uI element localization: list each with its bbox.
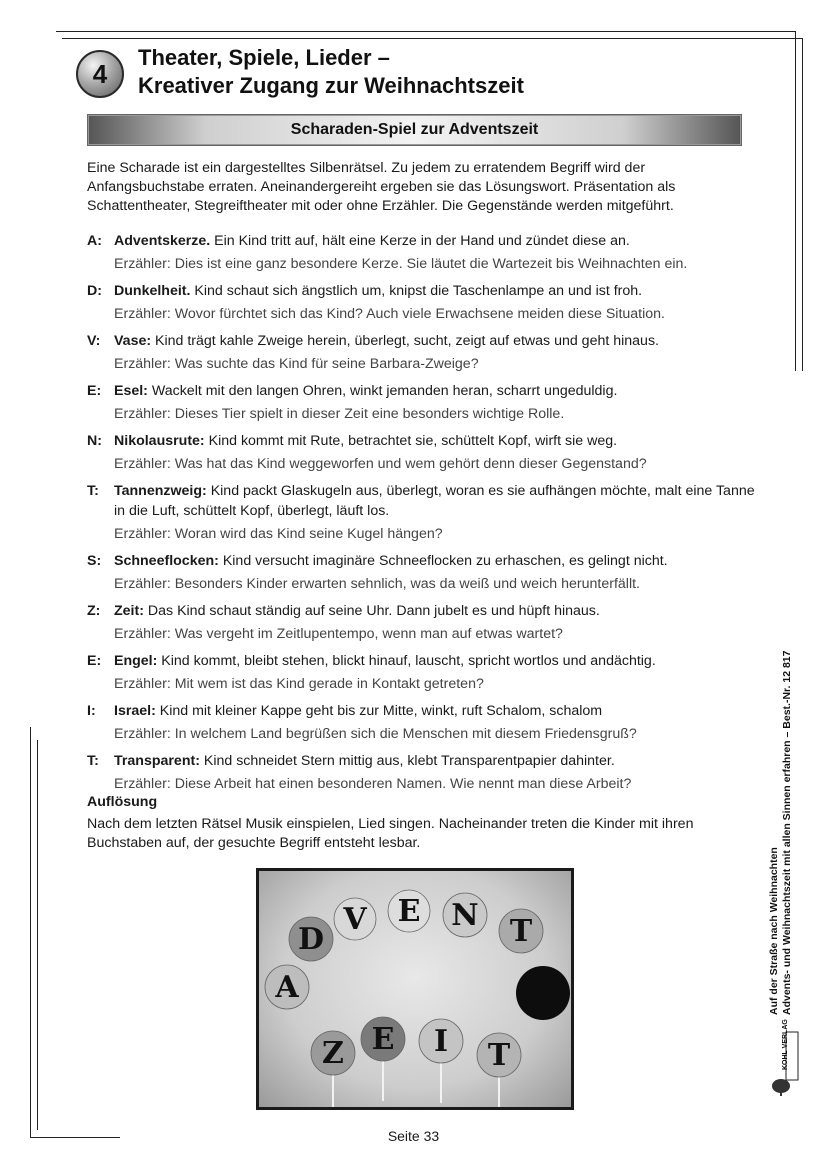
- sidebar-line2: Advents- und Weihnachtszeit mit allen Sinnen erfahren – Best.-Nr. 12 817: [781, 650, 793, 1015]
- entry-letter: A:: [87, 233, 102, 249]
- sidebar-title: [768, 650, 794, 1015]
- disc-letter: V: [343, 902, 367, 937]
- charade-entry: [87, 231, 757, 274]
- entry-narrator: Erzähler: Was vergeht im Zeitlupentempo, wenn man auf etwas wartet?: [114, 626, 563, 642]
- entry-term: Engel:: [114, 653, 158, 669]
- disc-letter: A: [275, 970, 299, 1005]
- charade-entry: [87, 651, 757, 694]
- charade-entry: [87, 431, 757, 474]
- charade-entry: [87, 551, 757, 594]
- entry-body: [114, 381, 757, 424]
- section-banner: Scharaden-Spiel zur Adventszeit: [87, 114, 742, 146]
- entry-letter: T:: [87, 483, 99, 499]
- entry-term: Tannenzweig:: [114, 483, 207, 499]
- charade-entry: [87, 331, 757, 374]
- entry-term: Schneeflocken:: [114, 553, 219, 569]
- entry-term: Vase:: [114, 333, 152, 349]
- entry-letter: Z:: [87, 603, 101, 619]
- entry-narrator: Erzähler: Wovor fürchtet sich das Kind? Auch viele Erwachsene meiden diese Situation.: [114, 306, 665, 322]
- entry-description: Kind packt Glaskugeln aus, überlegt, woran es sie aufhängen möchte, malt eine Tanne in die Luft, schüttelt Kopf, überlegt, läuft los.: [114, 483, 755, 519]
- disc-stick: [332, 1075, 334, 1107]
- disc-letter: Z: [322, 1036, 344, 1071]
- entry-description: Kind schaut sich ängstlich um, knipst die Taschenlampe an und ist froh.: [190, 283, 643, 299]
- entry-description: Wackelt mit den langen Ohren, winkt jemanden heran, scharrt ungeduldig.: [147, 383, 618, 399]
- entry-description: Kind mit kleiner Kappe geht bis zur Mitte, winkt, ruft Schalom, schalom: [155, 703, 603, 719]
- entry-letter: T:: [87, 753, 99, 769]
- entry-term: Transparent:: [114, 753, 200, 769]
- charade-list: [87, 231, 757, 801]
- disc-letter: D: [297, 922, 325, 957]
- frame-right-line: [795, 31, 796, 371]
- frame-top-line: [56, 31, 796, 32]
- disc-letter: T: [487, 1038, 511, 1073]
- page-number: Seite 33: [387, 1128, 440, 1144]
- disc-letter: I: [433, 1024, 449, 1059]
- disc-stick: [440, 1063, 442, 1103]
- entry-description: Das Kind schaut ständig auf seine Uhr. Dann jubelt es und hüpft hinaus.: [143, 603, 600, 619]
- chapter-title-line2: Kreativer Zugang zur Weihnachtszeit: [138, 73, 524, 98]
- charade-entry: [87, 751, 757, 794]
- disc-letter: E: [397, 894, 421, 929]
- entry-letter: I:: [87, 703, 96, 719]
- letters-photo-image: [259, 871, 571, 1107]
- entry-narrator: Erzähler: Was hat das Kind weggeworfen und wem gehört denn dieser Gegenstand?: [114, 456, 647, 472]
- intro-paragraph: Eine Scharade ist ein dargestelltes Silbenrätsel. Zu jedem zu erratendem Begriff wird der Anfangsbuchstabe erraten. Aneinandergereiht ergeben sie das Lösungswort. Präsentation als Schattentheater, Stegreiftheater mit oder ohne Erzähler. Die Gegenstände werden mitgeführt.: [87, 160, 676, 214]
- disc-stick: [382, 1061, 384, 1101]
- entry-description: Kind versucht imaginäre Schneeflocken zu erhaschen, es gelingt nicht.: [218, 553, 668, 569]
- entry-body: [114, 751, 757, 794]
- disc-stick: [498, 1077, 500, 1107]
- entry-body: [114, 431, 757, 474]
- entry-term: Dunkelheit.: [114, 283, 191, 299]
- entry-narrator: Erzähler: Was suchte das Kind für seine Barbara-Zweige?: [114, 356, 479, 372]
- entry-narrator: Erzähler: Besonders Kinder erwarten sehnlich, was da weiß und weich herunterfällt.: [114, 576, 640, 592]
- solution-text: Nach dem letzten Rätsel Musik einspielen, Lied singen. Nacheinander treten die Kinder mit ihren Buchstaben auf, der gesuchte Begriff entsteht lesbar.: [87, 816, 694, 851]
- entry-body: [114, 551, 757, 594]
- publisher-name: KOHL VERLAG: [782, 1019, 789, 1070]
- entry-term: Esel:: [114, 383, 148, 399]
- entry-description: Ein Kind tritt auf, hält eine Kerze in der Hand und zündet diese an.: [210, 233, 630, 249]
- frame-top-line-2: [62, 38, 802, 39]
- charade-entry: [87, 281, 757, 324]
- chapter-title: [138, 44, 524, 100]
- entry-narrator: Erzähler: Woran wird das Kind seine Kugel hängen?: [114, 526, 443, 542]
- dark-disc: [516, 966, 570, 1020]
- disc-letter: T: [509, 914, 533, 949]
- entry-letter: E:: [87, 653, 102, 669]
- entry-term: Zeit:: [114, 603, 144, 619]
- entry-letter: E:: [87, 383, 102, 399]
- solution-heading: Auflösung: [87, 794, 158, 810]
- entry-term: Israel:: [114, 703, 156, 719]
- frame-left-line: [30, 727, 31, 1137]
- entry-letter: V:: [87, 333, 101, 349]
- entry-body: [114, 601, 757, 644]
- entry-body: [114, 481, 757, 544]
- entry-description: Kind schneidet Stern mittig aus, klebt Transparentpapier dahinter.: [199, 753, 615, 769]
- entry-body: [114, 701, 757, 744]
- entry-description: Kind kommt mit Rute, betrachtet sie, schüttelt Kopf, wirft sie weg.: [204, 433, 618, 449]
- entry-body: [114, 281, 757, 324]
- frame-left-line-2: [37, 740, 38, 1130]
- entry-term: Adventskerze.: [114, 233, 211, 249]
- sidebar-line1: Auf der Straße nach Weihnachten: [768, 847, 780, 1015]
- chapter-title-line1: Theater, Spiele, Lieder –: [138, 45, 390, 70]
- letters-photo: [256, 868, 574, 1110]
- entry-term: Nikolausrute:: [114, 433, 205, 449]
- charade-entry: [87, 381, 757, 424]
- entry-letter: D:: [87, 283, 102, 299]
- entry-narrator: Erzähler: Diese Arbeit hat einen besonderen Namen. Wie nennt man diese Arbeit?: [114, 776, 632, 792]
- charade-entry: [87, 481, 757, 544]
- entry-letter: S:: [87, 553, 102, 569]
- disc-letter: E: [371, 1022, 395, 1057]
- entry-description: Kind trägt kahle Zweige herein, überlegt, sucht, zeigt auf etwas und geht hinaus.: [151, 333, 659, 349]
- entry-narrator: Erzähler: Dies ist eine ganz besondere Kerze. Sie läutet die Wartezeit bis Weihnachten ein.: [114, 256, 688, 272]
- frame-right-line-2: [802, 38, 803, 371]
- entry-letter: N:: [87, 433, 102, 449]
- entry-narrator: Erzähler: Dieses Tier spielt in dieser Zeit eine besonders wichtige Rolle.: [114, 406, 565, 422]
- entry-narrator: Erzähler: In welchem Land begrüßen sich die Menschen mit diesem Friedensgruß?: [114, 726, 637, 742]
- entry-description: Kind kommt, bleibt stehen, blickt hinauf, lauscht, spricht wortlos und andächtig.: [157, 653, 656, 669]
- charade-entry: [87, 701, 757, 744]
- disc-letter: N: [451, 898, 479, 933]
- charade-entry: [87, 601, 757, 644]
- entry-body: [114, 231, 757, 274]
- chapter-number-badge: 4: [76, 50, 124, 98]
- entry-body: [114, 651, 757, 694]
- entry-body: [114, 331, 757, 374]
- entry-narrator: Erzähler: Mit wem ist das Kind gerade in Kontakt getreten?: [114, 676, 484, 692]
